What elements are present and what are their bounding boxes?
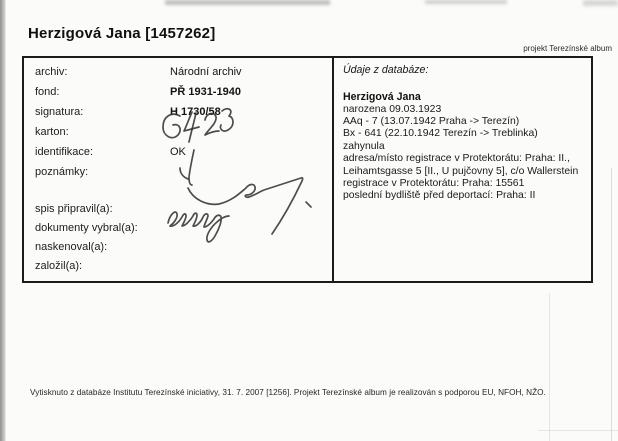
scan-smudge xyxy=(165,0,330,5)
field-label: naskenoval(a): xyxy=(35,241,108,253)
field-label: signatura: xyxy=(35,106,84,118)
print-footer: Vytisknuto z databáze Institutu Terezínské iniciativy, 31. 7. 2007 [1256]. Projekt Terezínské album je realizován s podporou EU, NFOH, NŽO. xyxy=(30,388,546,397)
field-row-archiv xyxy=(35,65,332,85)
field-value xyxy=(170,165,332,185)
database-heading: Údaje z databáze: xyxy=(343,64,429,76)
scan-edge-shadow xyxy=(0,0,6,441)
db-line-transport-1: AAq - 7 (13.07.1942 Praha -> Terezín) xyxy=(343,115,520,127)
record-table xyxy=(22,56,593,283)
db-line-address: adresa/místo registrace v Protektorátu: Praha: II., Leihamtsgasse 5 [II., U pujčovny 5], c/o Wallerstein xyxy=(343,153,579,177)
field-row-fond xyxy=(35,85,332,105)
scan-smudge xyxy=(425,0,507,4)
field-row-poznamky xyxy=(35,165,332,185)
field-value: OK xyxy=(170,146,186,158)
field-label: identifikace: xyxy=(35,146,94,158)
field-value: Národní archiv xyxy=(170,66,242,78)
db-line-birth: narozena 09.03.1923 xyxy=(343,103,442,115)
scan-smudge xyxy=(583,0,618,6)
field-label: dokumenty vybral(a): xyxy=(35,222,138,234)
field-row-spis-pripravil xyxy=(35,202,332,221)
scan-crease-line xyxy=(549,293,550,441)
archive-fields-cell xyxy=(24,58,332,281)
field-label: karton: xyxy=(35,126,69,138)
field-label: spis připravil(a): xyxy=(35,203,113,215)
field-row-signatura xyxy=(35,105,332,125)
field-value xyxy=(170,259,332,278)
project-label: projekt Terezínské album xyxy=(523,44,612,53)
field-label: archiv: xyxy=(35,66,68,78)
row-gap xyxy=(35,185,332,202)
page-title: Herzigová Jana [1457262] xyxy=(28,25,216,42)
field-row-naskenoval xyxy=(35,240,332,259)
field-row-karton xyxy=(35,125,332,145)
field-row-dokumenty-vybral xyxy=(35,221,332,240)
field-value xyxy=(170,202,332,221)
database-info-cell xyxy=(334,58,591,281)
field-label: fond: xyxy=(35,86,60,98)
db-line-last-residence: poslední bydliště před deportací: Praha: II xyxy=(343,190,536,202)
field-value xyxy=(170,125,332,145)
field-row-zalozil xyxy=(35,259,332,278)
field-row-identifikace xyxy=(35,145,332,165)
scan-crease-line xyxy=(611,168,612,441)
scan-crease-line xyxy=(538,430,618,431)
db-line-registration: registrace v Protektorátu: Praha: 15561 xyxy=(343,177,525,189)
person-name: Herzigová Jana xyxy=(343,91,421,103)
field-label: poznámky: xyxy=(35,166,89,178)
db-line-transport-2: Bx - 641 (22.10.1942 Terezín -> Treblinka) xyxy=(343,128,538,140)
db-line-fate: zahynula xyxy=(343,140,385,152)
field-value: PŘ 1931-1940 xyxy=(170,86,241,98)
field-label: založil(a): xyxy=(35,260,83,272)
field-value xyxy=(170,240,332,259)
field-value: H 1730/58 xyxy=(170,106,221,118)
field-value xyxy=(170,221,332,240)
